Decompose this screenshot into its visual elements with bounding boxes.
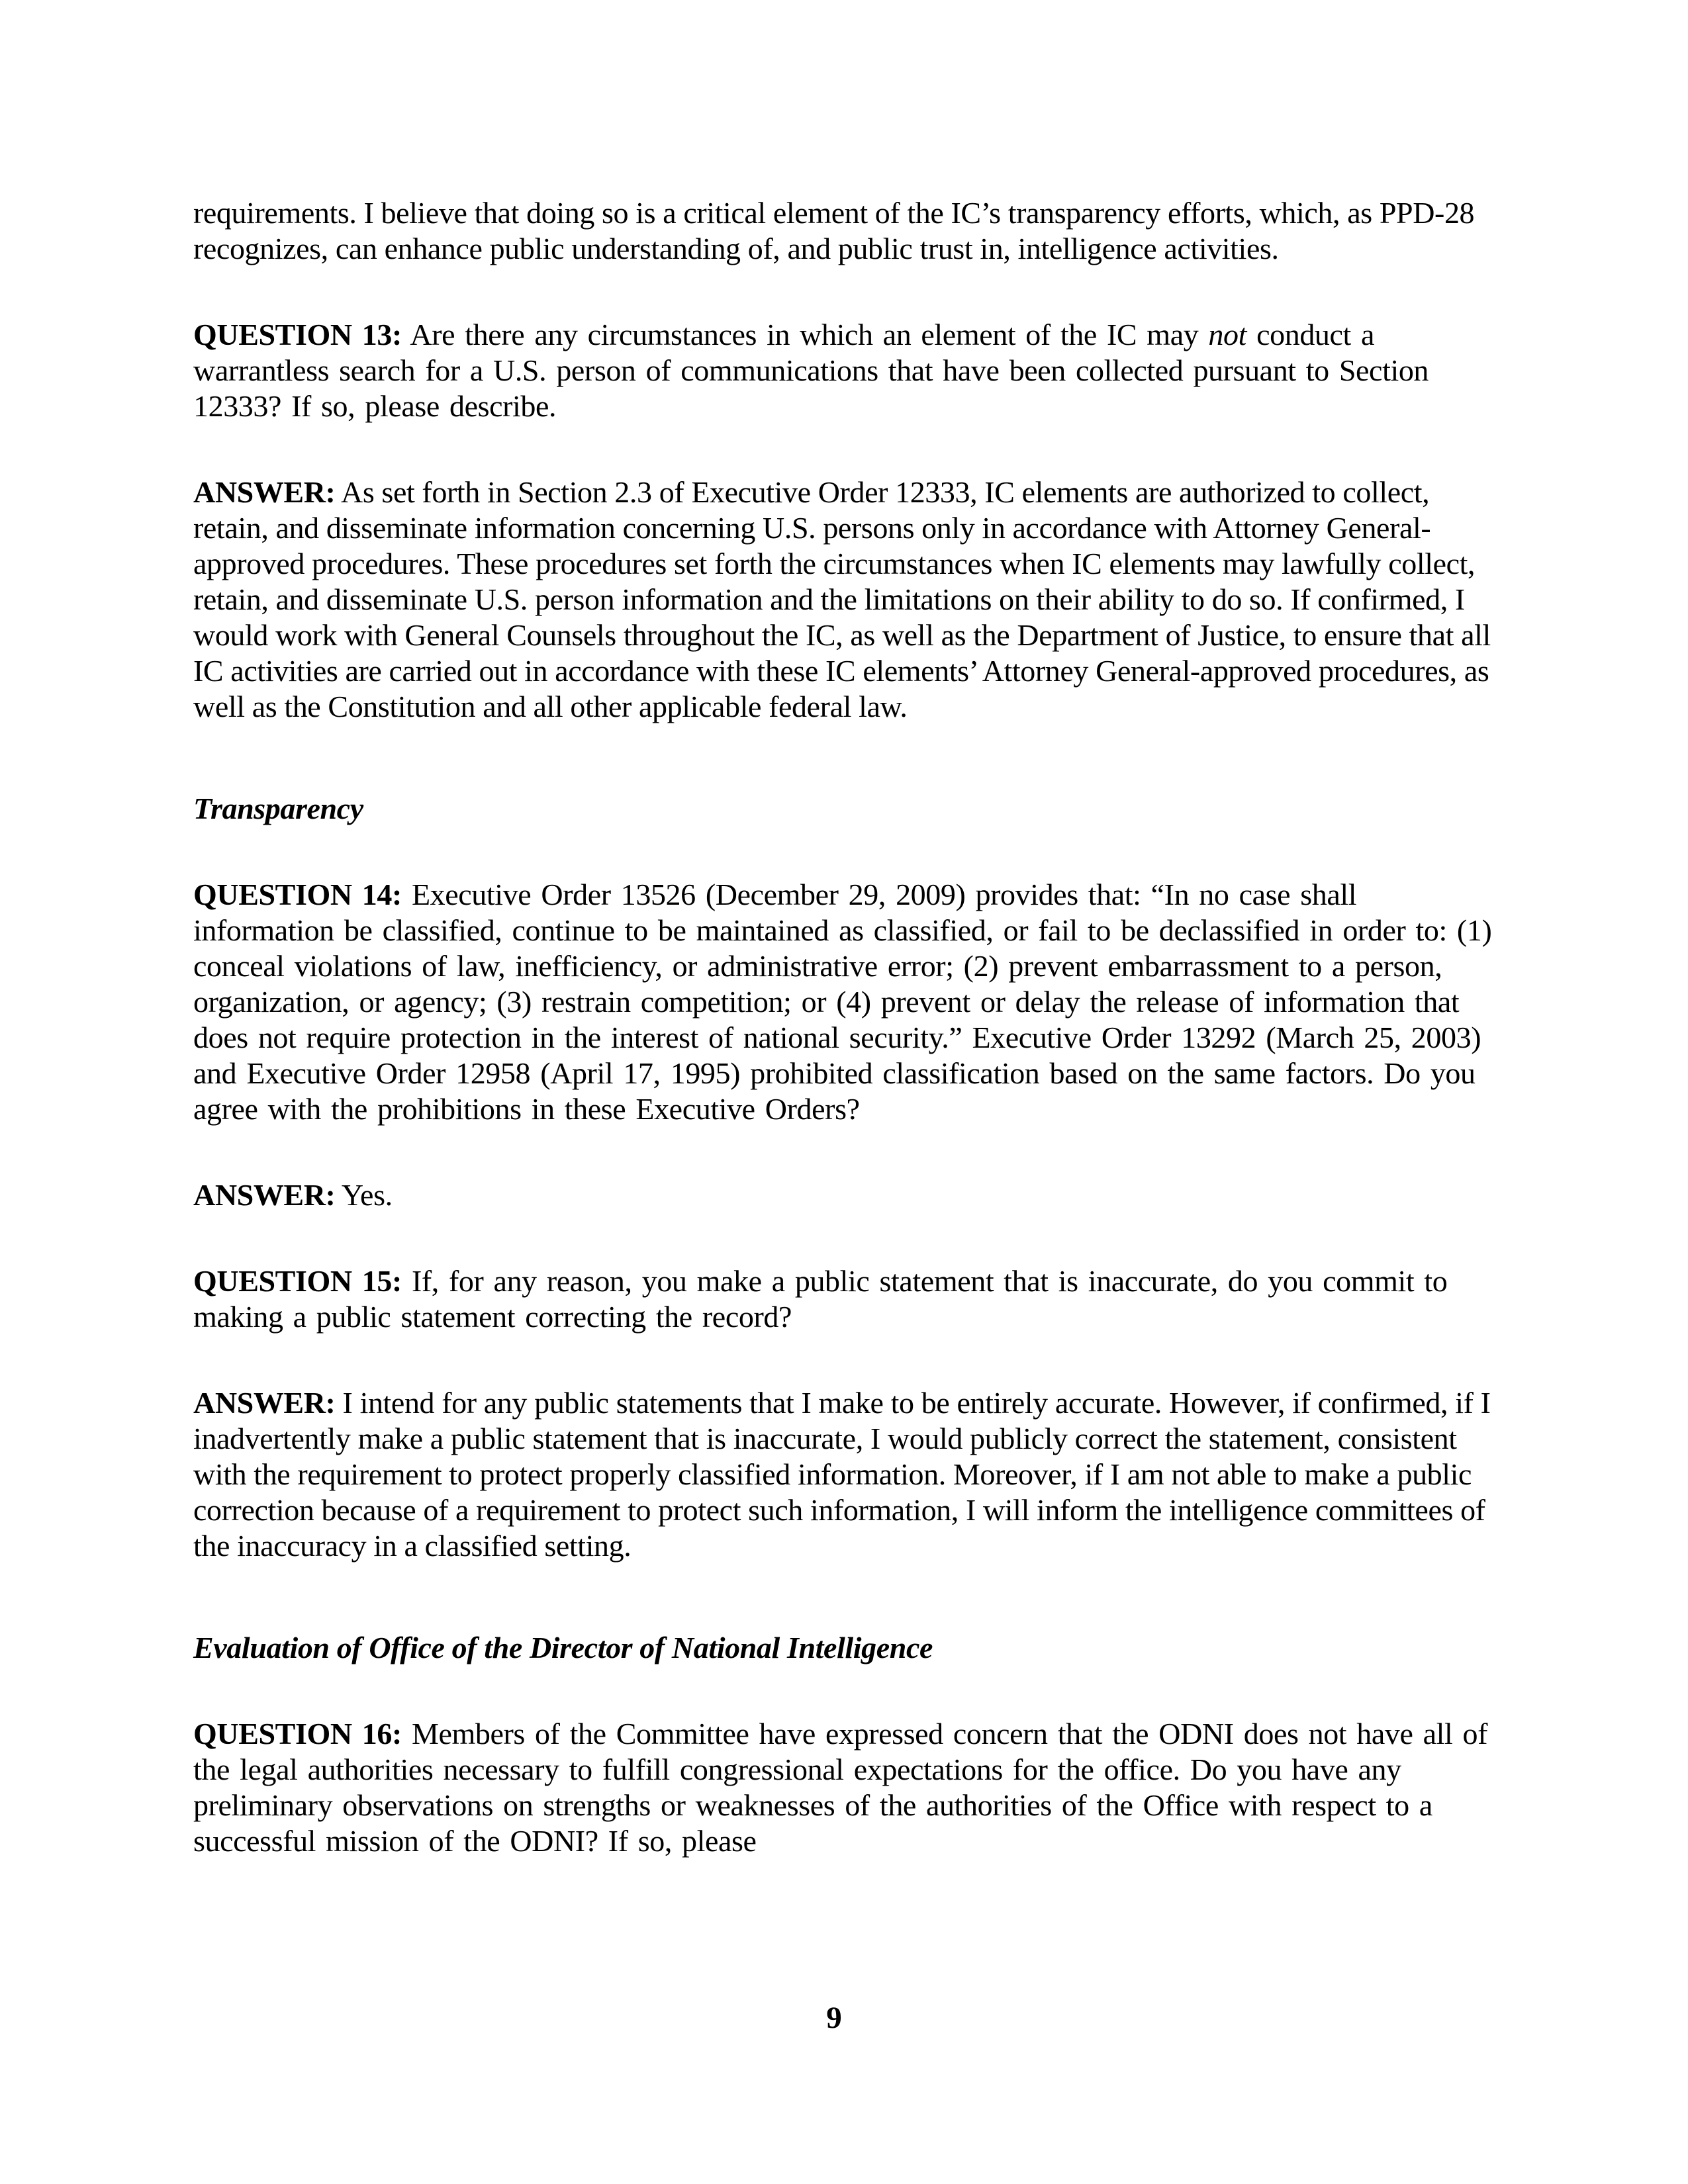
section-heading [193,791,1497,827]
answer-paragraph [193,1177,1497,1213]
paragraph-text: If, for any reason, you make a public statement that is inaccurate, do you commit to making a public statement correcting the record? [193,1264,1448,1334]
paragraph-label: QUESTION 16: [193,1717,402,1751]
paragraph-label: Transparency [193,792,363,825]
question-paragraph [193,317,1497,424]
question-paragraph [193,877,1497,1127]
page-number: 9 [826,2001,842,2035]
body-paragraph [193,195,1497,267]
question-paragraph [193,1716,1497,1859]
paragraph-text: conduct a warrantless search for a U.S. person of communications that have been collected pursuant to Section 12333? If so, please describe. [193,318,1429,423]
paragraph-label: QUESTION 13: [193,318,402,351]
answer-paragraph [193,475,1497,725]
answer-paragraph [193,1385,1497,1564]
paragraph-text: Yes. [335,1178,393,1212]
paragraph-text: Members of the Committee have expressed concern that the ODNI does not have all of the legal authorities necessary to fulfill congressional expectations for the office. Do you have any preliminary observations on strengths or weaknesses of the authorities of the Office with respect to a successful mission of the ODNI? If so, please [193,1717,1487,1858]
paragraph-text: Are there any circumstances in which an element of the IC may [401,318,1209,351]
paragraph-label: Evaluation of Office of the Director of National Intelligence [193,1631,933,1664]
section-heading [193,1630,1497,1666]
paragraph-label: QUESTION 15: [193,1264,402,1298]
paragraph-text: requirements. I believe that doing so is a critical element of the IC’s transparency efforts, which, as PPD-28 recognizes, can enhance public understanding of, and public trust in, intelligence activities. [193,196,1475,265]
paragraph-text: I intend for any public statements that I make to be entirely accurate. However, if confirmed, if I inadvertently make a public statement that is inaccurate, I would publicly correct the statement, consistent with the requirement to protect properly classified information. Moreover, if I am not able to make a public correction because of a requirement to protect such information, I will inform the intelligence committees of the inaccuracy in a classified setting. [193,1386,1491,1563]
paragraph-text: Executive Order 13526 (December 29, 2009) provides that: “In no case shall information be classified, continue to be maintained as classified, or fail to be declassified in order to: (1) conceal violations of law, inefficiency, or administrative error; (2) prevent embarrassment to a person, organization, or agency; (3) restrain competition; or (4) prevent or delay the release of information that does not require protection in the interest of national security.” Executive Order 13292 (March 25, 2003) and Executive Order 12958 (April 17, 1995) prohibited classification based on the same factors. Do you agree with the prohibitions in these Executive Orders? [193,878,1492,1126]
paragraph-label: ANSWER: [193,475,336,509]
paragraph-text: As set forth in Section 2.3 of Executive Order 12333, IC elements are authorized to collect, retain, and disseminate information concerning U.S. persons only in accordance with Attorney General-approved procedures. These procedures set forth the circumstances when IC elements may lawfully collect, retain, and disseminate U.S. person information and the limitations on their ability to do so. If confirmed, I would work with General Counsels throughout the IC, as well as the Department of Justice, to ensure that all IC activities are carried out in accordance with these IC elements’ Attorney General-approved procedures, as well as the Constitution and all other applicable federal law. [193,475,1491,723]
paragraph-label: ANSWER: [193,1178,336,1212]
question-paragraph [193,1263,1497,1335]
paragraph-label: ANSWER: [193,1386,336,1420]
document-content [193,195,1497,1909]
emphasized-text: not [1208,318,1247,351]
paragraph-label: QUESTION 14: [193,878,402,911]
